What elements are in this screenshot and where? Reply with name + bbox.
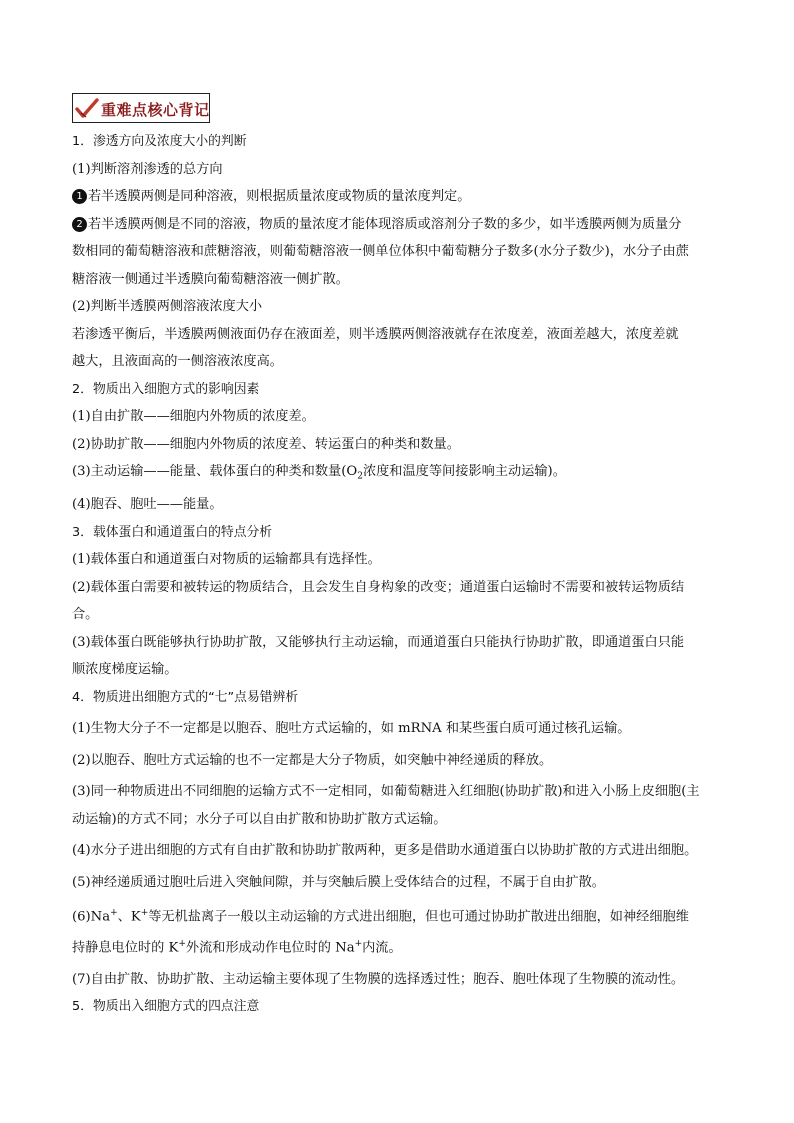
section-header-title: 重难点核心背记 [101,101,210,119]
check-pen-icon [75,96,101,120]
s1-sub2-line-2: 越大，且液面高的一侧溶液浓度高。 [72,354,283,369]
s2-item-1: (1)自由扩散——细胞内外物质的浓度差。 [72,409,315,424]
s3-item-1: (1)载体蛋白和通道蛋白对物质的运输都具有选择性。 [72,552,381,568]
notes-content [72,128,724,1021]
s4-item-4: (4)水分子进出细胞的方式有自由扩散和协助扩散两种，更多是借助水通道蛋白以协助扩散的方式进出细胞。 [72,843,698,859]
s2-item-2: (2)协助扩散——细胞内外物质的浓度差、转运蛋白的种类和数量。 [72,436,460,452]
heading-2: 2．物质出入细胞方式的影响因素 [72,381,260,397]
s4-item-3-line-2: 动运输)的方式不同；水分子可以自由扩散和协助扩散方式运输。 [72,811,447,827]
s4-item-5: (5)神经递质通过胞吐后进入突触间隙，并与突触后膜上受体结合的过程，不属于自由扩散。 [72,874,605,890]
s4-item-3-line-1: (3)同一种物质进出不同细胞的运输方式不一定相同，如葡萄糖进入红细胞(协助扩散)和进入小肠上皮细胞(主 [72,784,700,800]
s3-item-3-line-1: (3)载体蛋白既能够执行协助扩散，又能够执行主动运输，而通道蛋白只能执行协助扩散，即通道蛋白只能 [72,634,685,650]
circled-number-1: 1 [72,189,87,204]
s2-item-3: (3)主动运输——能量、载体蛋白的种类和数量($O_2$浓度和温度等间接影响主动运输)。 [72,464,566,482]
heading-3: 3．载体蛋白和通道蛋白的特点分析 [72,524,273,540]
s3-item-2-line-2: 合。 [72,607,99,623]
s1-sub2-line-1: 若渗透平衡后，半透膜两侧液面仍存在液面差，则半透膜两侧溶液就存在浓度差，液面差越大，浓度差就 [72,326,679,342]
s1-bullet-2-line-3: 糖溶液一侧通过半透膜向葡萄糖溶液一侧扩散。 [72,271,349,287]
s4-item-1: (1)生物大分子不一定都是以胞吞、胞吐方式运输的，如 mRNA 和某些蛋白质可通过核孔运输。 [72,721,631,737]
s1-bullet-1: 1 若半透膜两侧是同种溶液，则根据质量浓度或物质的量浓度判定。 [72,183,724,211]
s4-item-2: (2)以胞吞、胞吐方式运输的也不一定都是大分子物质，如突触中神经递质的释放。 [72,752,553,768]
s4-item-6-line-1: (6)Na+、K+等无机盐离子一般以主动运输的方式进出细胞，但也可通过协助扩散进出细胞，如神经细胞维 [72,908,689,925]
s1-bullet-2-line-2: 数相同的葡萄糖溶液和蔗糖溶液，则葡萄糖溶液一侧单位体积中葡萄糖分子数多(水分子数少)，水分子由蔗 [72,244,689,259]
s1-sub1: (1)判断溶剂渗透的总方向 [72,161,223,177]
s3-item-3-line-2: 顺浓度梯度运输。 [72,662,178,678]
s2-item-4: (4)胞吞、胞吐——能量。 [72,497,223,513]
heading-1: 1．渗透方向及浓度大小的判断 [72,134,247,149]
s1-sub2: (2)判断半透膜两侧溶液浓度大小 [72,299,263,314]
section-header-box [72,93,210,123]
s1-bullet-2-line-1: 2 若半透膜两侧是不同的溶液，物质的量浓度才能体现溶质或溶剂分子数的多少，如半透膜两侧为质量分 [72,211,724,239]
s4-item-6-line-2: 持静息电位时的 K+外流和形成动作电位时的 Na+内流。 [72,939,402,956]
circled-number-2: 2 [72,217,87,232]
heading-5: 5．物质出入细胞方式的四点注意 [72,999,260,1015]
s4-item-7: (7)自由扩散、协助扩散、主动运输主要体现了生物膜的选择透过性；胞吞、胞吐体现了生物膜的流动性。 [72,971,685,987]
heading-4: 4．物质进出细胞方式的“七”点易错辨析 [72,689,299,705]
s3-item-2-line-1: (2)载体蛋白需要和被转运的物质结合，且会发生自身构象的改变；通道蛋白运输时不需要和被转运物质结 [72,579,685,595]
